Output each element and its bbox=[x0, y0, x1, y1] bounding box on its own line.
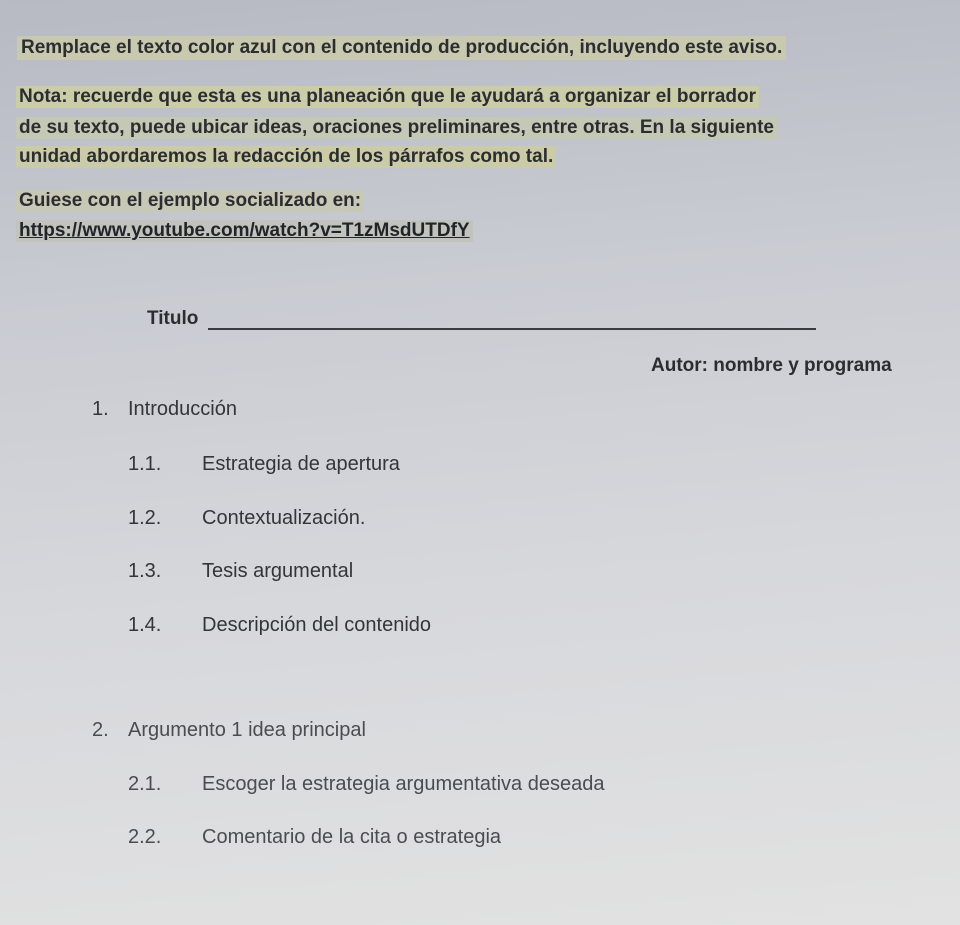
outline-subitem-number: 1.2. bbox=[128, 507, 162, 529]
title-blank-line[interactable] bbox=[208, 328, 816, 330]
note-line-3: unidad abordaremos la redacción de los párrafos como tal. bbox=[16, 146, 556, 168]
outline-subitem-number: 2.2. bbox=[128, 826, 162, 848]
outline-subitem-label: Tesis argumental bbox=[202, 560, 354, 582]
outline-subitem-number: 2.1. bbox=[128, 773, 162, 795]
guide-text: Guiese con el ejemplo socializado en: bbox=[16, 190, 364, 212]
outline-subitem-label: Comentario de la cita o estrategia bbox=[202, 826, 502, 848]
instruction-notice: Remplace el texto color azul con el contenido de producción, incluyendo este aviso. bbox=[17, 36, 786, 60]
outline-subitem-label: Escoger la estrategia argumentativa deseada bbox=[202, 773, 605, 795]
author-line: Autor: nombre y programa bbox=[651, 355, 892, 376]
outline-item-number: 1. bbox=[92, 398, 109, 420]
title-label: Titulo bbox=[147, 308, 199, 329]
youtube-link[interactable]: https://www.youtube.com/watch?v=T1zMsdUTDfY bbox=[16, 220, 473, 242]
outline-subitem-number: 1.3. bbox=[128, 560, 162, 582]
outline-item-label: Argumento 1 idea principal bbox=[128, 719, 366, 741]
outline-item-label: Introducción bbox=[128, 398, 237, 420]
note-line-2: de su texto, puede ubicar ideas, oraciones preliminares, entre otras. En la siguiente bbox=[16, 117, 777, 139]
outline-subitem-number: 1.1. bbox=[128, 453, 162, 475]
note-line-1: Nota: recuerde que esta es una planeación que le ayudará a organizar el borrador bbox=[16, 86, 759, 108]
outline-item-number: 2. bbox=[92, 719, 109, 741]
outline-subitem-label: Estrategia de apertura bbox=[202, 453, 400, 475]
outline-subitem-label: Contextualización. bbox=[202, 507, 366, 529]
outline-subitem-number: 1.4. bbox=[128, 614, 162, 636]
outline-subitem-label: Descripción del contenido bbox=[202, 614, 432, 636]
